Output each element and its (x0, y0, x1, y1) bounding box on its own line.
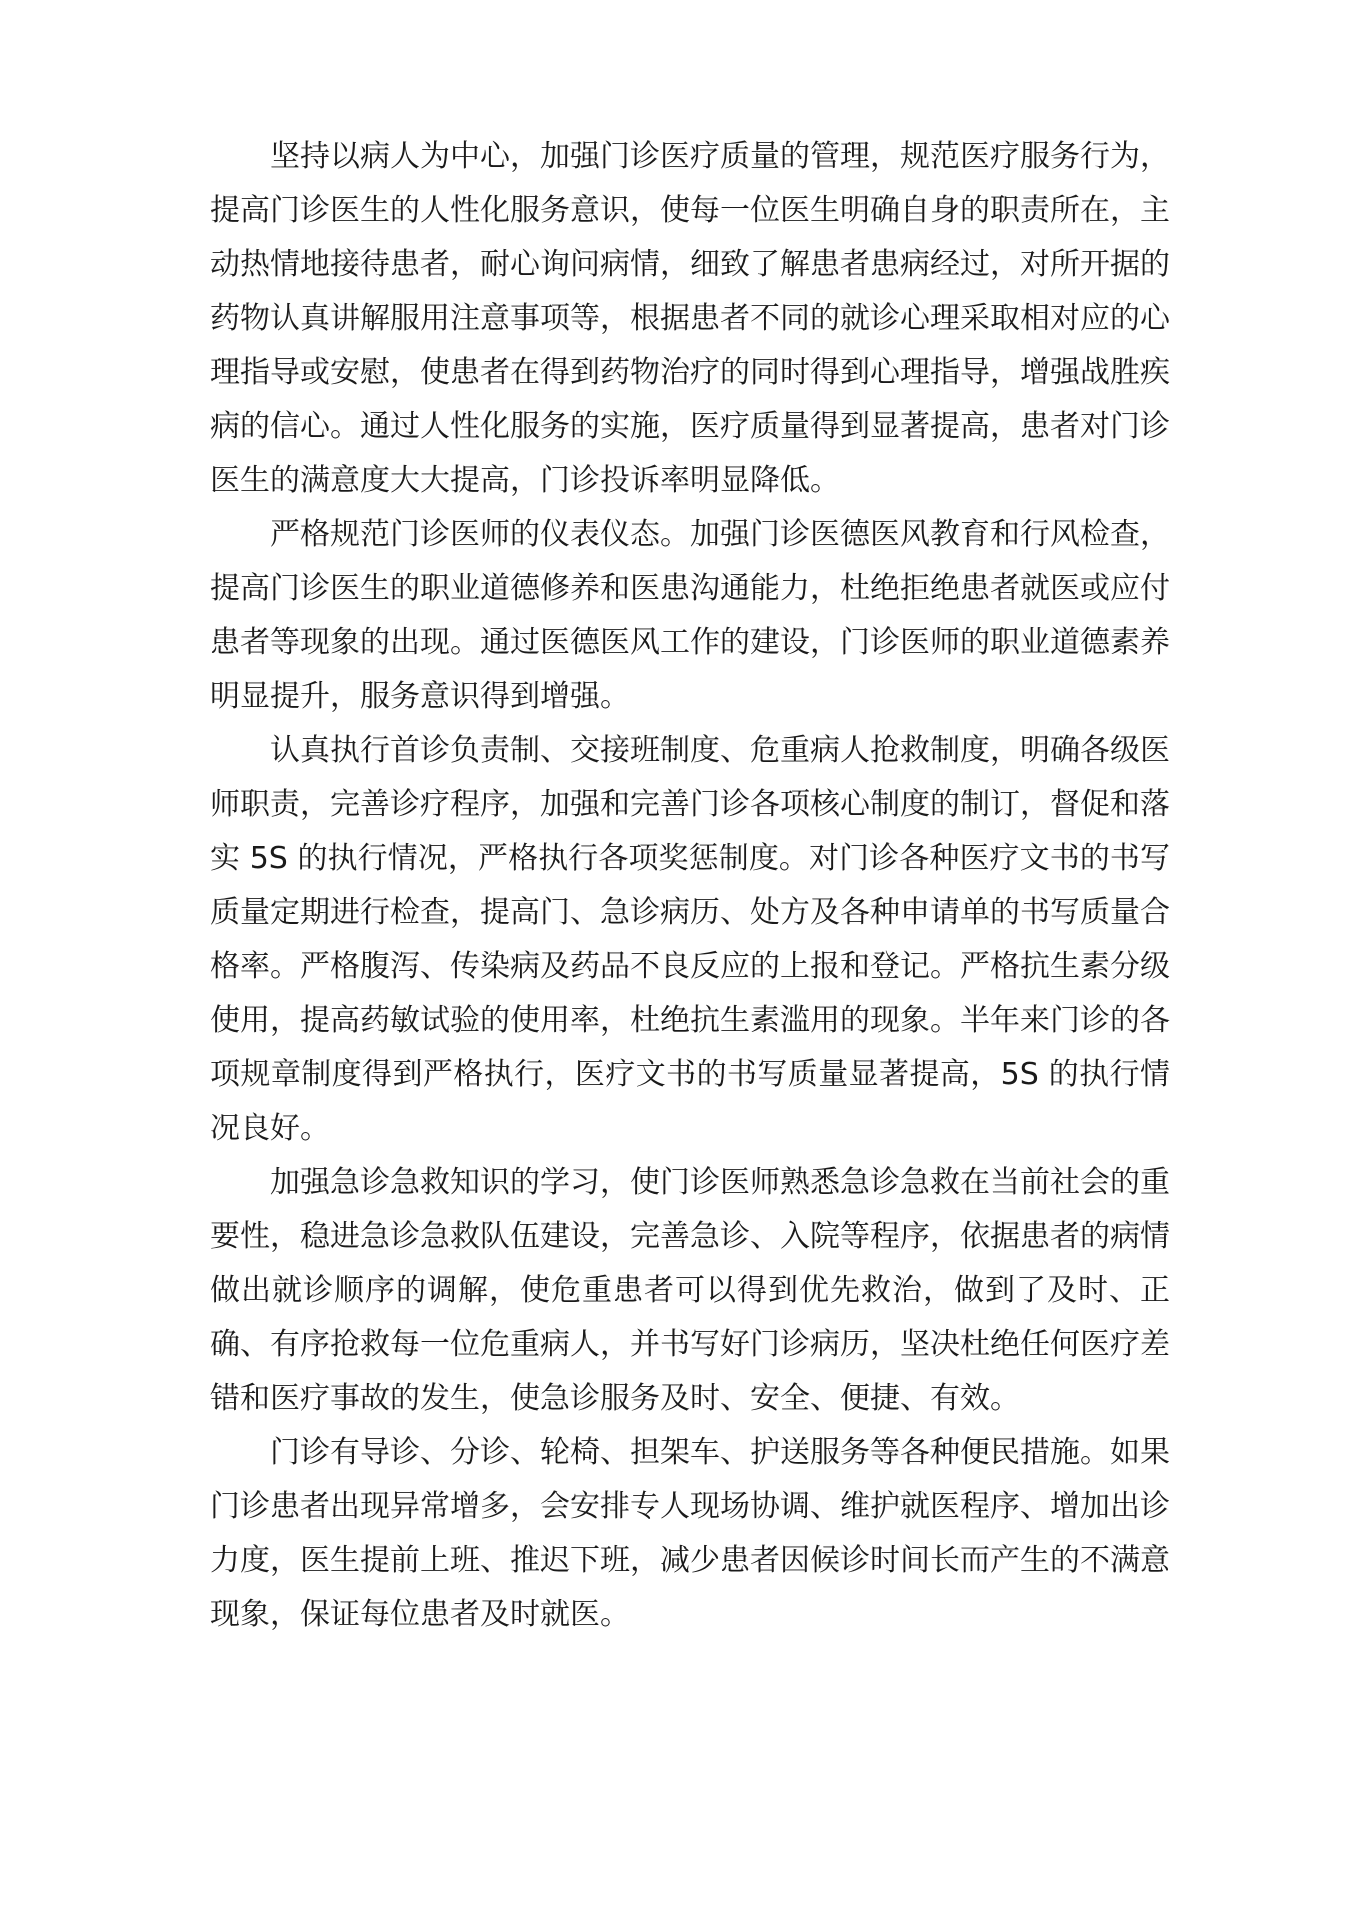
document-body (210, 130, 1170, 1642)
paragraph-emergency-care: 加强急诊急救知识的学习，使门诊医师熟悉急诊急救在当前社会的重要性，稳进急诊急救队伍建设，完善急诊、入院等程序，依据患者的病情做出就诊顺序的调解，使危重患者可以得到优先救治，做到了及时、正确、有序抢救每一位危重病人，并书写好门诊病历，坚决杜绝任何医疗差错和医疗事故的发生，使急诊服务及时、安全、便捷、有效。 (210, 1165, 1170, 1416)
paragraph-core-systems: 认真执行首诊负责制、交接班制度、危重病人抢救制度，明确各级医师职责，完善诊疗程序，加强和完善门诊各项核心制度的制订，督促和落实 5S 的执行情况，严格执行各项奖惩制度。对门诊各种医疗文书的书写质量定期进行检查，提高门、急诊病历、处方及各种申请单的书写质量合格率。严格腹泻、传染病及药品不良反应的上报和登记。严格抗生素分级使用，提高药敏试验的使用率，杜绝抗生素滥用的现象。半年来门诊的各项规章制度得到严格执行，医疗文书的书写质量显著提高，5S 的执行情况良好。 (210, 733, 1170, 1146)
paragraph-patient-centered: 坚持以病人为中心，加强门诊医疗质量的管理，规范医疗服务行为，提高门诊医生的人性化服务意识，使每一位医生明确自身的职责所在，主动热情地接待患者，耐心询问病情，细致了解患者患病经过，对所开据的药物认真讲解服用注意事项等，根据患者不同的就诊心理采取相对应的心理指导或安慰，使患者在得到药物治疗的同时得到心理指导，增强战胜疾病的信心。通过人性化服务的实施，医疗质量得到显著提高，患者对门诊医生的满意度大大提高，门诊投诉率明显降低。 (210, 139, 1170, 498)
paragraph-convenience-measures: 门诊有导诊、分诊、轮椅、担架车、护送服务等各种便民措施。如果门诊患者出现异常增多，会安排专人现场协调、维护就医程序、增加出诊力度，医生提前上班、推迟下班，减少患者因候诊时间长而产生的不满意现象，保证每位患者及时就医。 (210, 1435, 1170, 1632)
paragraph-physician-conduct: 严格规范门诊医师的仪表仪态。加强门诊医德医风教育和行风检查，提高门诊医生的职业道德修养和医患沟通能力，杜绝拒绝患者就医或应付患者等现象的出现。通过医德医风工作的建设，门诊医师的职业道德素养明显提升，服务意识得到增强。 (210, 517, 1170, 714)
